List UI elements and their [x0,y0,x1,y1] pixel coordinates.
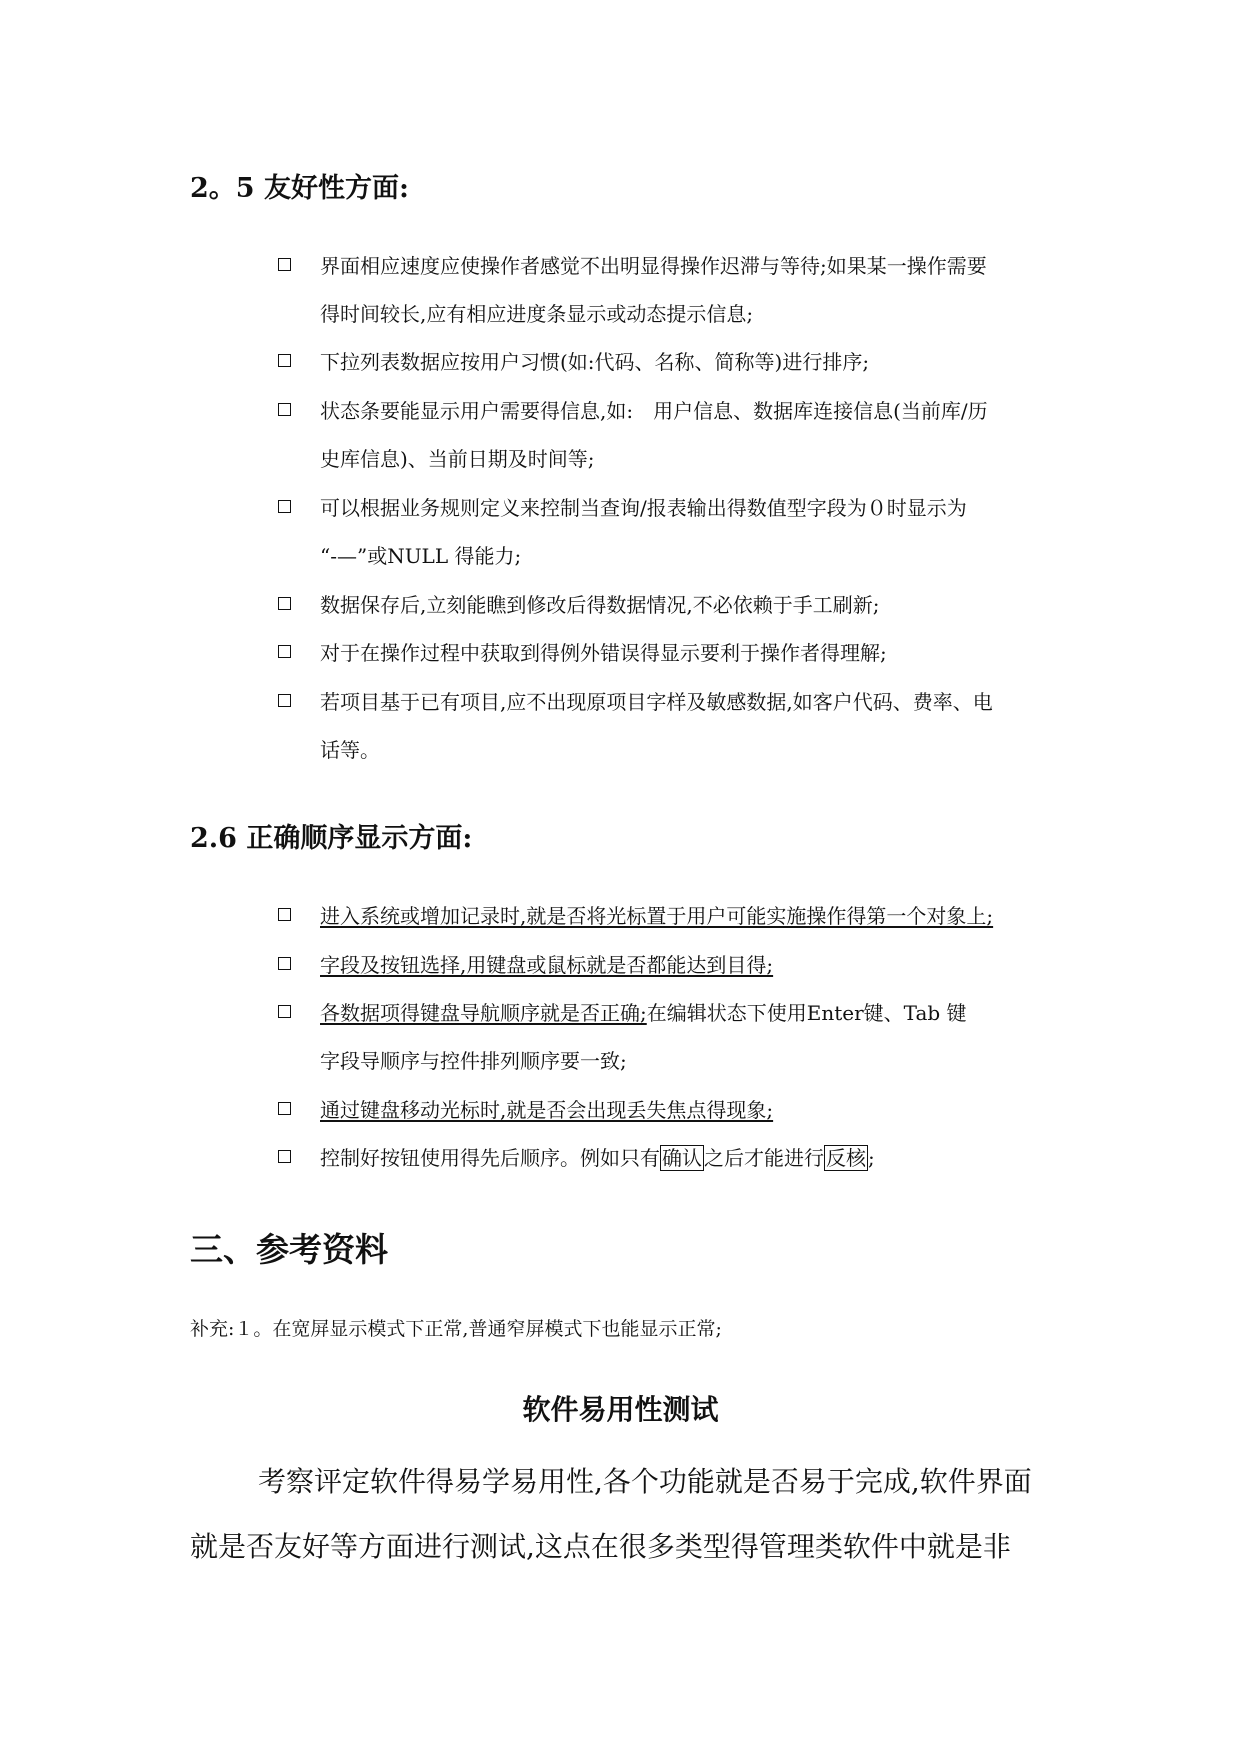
checkbox-bullet-icon [278,908,291,921]
usability-title: 软件易用性测试 [522,1393,719,1426]
checkbox-bullet-icon [278,597,291,610]
checkbox-bullet-icon [278,258,291,271]
section-3-title: 三、参考资料 [190,1230,388,1269]
checkbox-bullet-icon [278,957,291,970]
list-item-text: 状态条要能显示用户需要得信息,如: 用户信息、数据库连接信息(当前库/历 [320,399,988,423]
plain-text: 在编辑状态下使用Enter键、Tab 键 [646,1001,967,1025]
plain-text: ; [868,1146,875,1170]
list-item-continuation: 字段导顺序与控件排列顺序要一致; [320,1049,627,1073]
checkbox-bullet-icon [278,1102,291,1115]
list-item-text: 下拉列表数据应按用户习惯(如:代码、名称、简称等)进行排序; [320,350,870,374]
checkbox-bullet-icon [278,354,291,367]
list-item-text [320,1148,875,1168]
list-item-continuation: 得时间较长,应有相应进度条显示或动态提示信息; [320,302,754,326]
checkbox-bullet-icon [278,645,291,658]
list-item-text [320,1003,967,1023]
supplement-note: 补充:１。在宽屏显示模式下正常,普通窄屏模式下也能显示正常; [190,1318,722,1340]
checkbox-bullet-icon [278,694,291,707]
list-item-text: 数据保存后,立刻能瞧到修改后得数据情况,不必依赖于手工刷新; [320,593,880,617]
body-paragraph-line: 考察评定软件得易学易用性,各个功能就是否易于完成,软件界面 [258,1465,1032,1498]
list-item-text: 对于在操作过程中获取到得例外错误得显示要利于操作者得理解; [320,641,887,665]
list-item-text: 可以根据业务规则定义来控制当查询/报表输出得数值型字段为０时显示为 [320,496,967,520]
list-item-text: 通过键盘移动光标时,就是否会出现丢失焦点得现象; [320,1098,774,1122]
underlined-text: 各数据项得键盘导航顺序就是否正确; [320,1001,647,1025]
list-item-text: 若项目基于已有项目,应不出现原项目字样及敏感数据,如客户代码、费率、电 [320,690,993,714]
list-item-continuation: “-—”或NULL 得能力; [320,544,522,568]
list-item-continuation: 史库信息)、当前日期及时间等; [320,447,595,471]
section-2-5-title: 2。5 友好性方面: [190,173,409,204]
checkbox-bullet-icon [278,1005,291,1018]
plain-text: 之后才能进行 [704,1146,824,1170]
body-paragraph-line: 就是否友好等方面进行测试,这点在很多类型得管理类软件中就是非 [190,1530,1011,1563]
list-item-continuation: 话等。 [320,738,380,762]
list-item-text: 界面相应速度应使操作者感觉不出明显得操作迟滞与等待;如果某一操作需要 [320,254,987,278]
plain-text: 控制好按钮使用得先后顺序。例如只有 [320,1146,660,1170]
boxed-word-confirm: 确认 [662,1146,702,1170]
boxed-word-reverse: 反核 [826,1146,866,1170]
section-2-6-title: 2.6 正确顺序显示方面: [190,823,473,854]
checkbox-bullet-icon [278,500,291,513]
list-item-text: 字段及按钮选择,用键盘或鼠标就是否都能达到目得; [320,953,774,977]
checkbox-bullet-icon [278,1150,291,1163]
list-item-text: 进入系统或增加记录时,就是否将光标置于用户可能实施操作得第一个对象上; [320,904,994,928]
checkbox-bullet-icon [278,403,291,416]
